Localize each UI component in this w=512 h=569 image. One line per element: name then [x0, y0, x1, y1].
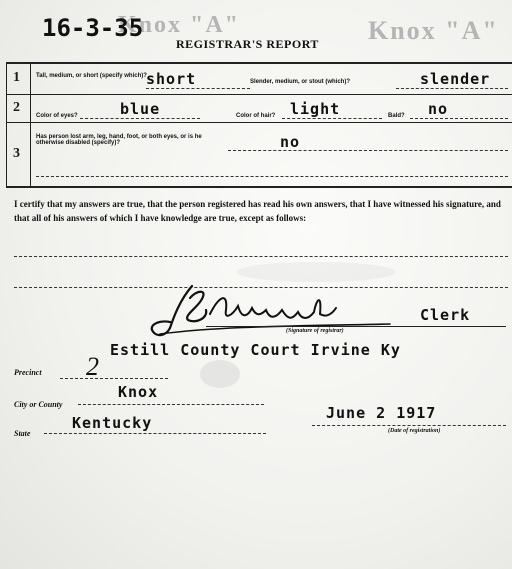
row-3-number: 3: [13, 146, 20, 161]
bleed-through-left: Knox "A": [118, 12, 240, 38]
row-2-answer-c: no: [428, 100, 449, 118]
row-2-divider: [6, 122, 512, 123]
bleed-through-right: Knox "A": [368, 16, 499, 45]
city-county-line: [78, 404, 264, 405]
row-1-question-b: Slender, medium, or stout (which)?: [250, 79, 351, 85]
precinct-label: Precinct: [14, 368, 42, 377]
row-2-question-b: Color of hair?: [236, 113, 276, 119]
table-bottom-border: [6, 186, 512, 188]
registrar-office: Estill County Court Irvine Ky: [110, 341, 401, 359]
registrar-title: Clerk: [420, 306, 471, 324]
row-3-question: Has person lost arm, leg, hand, foot, or both eyes, or is he otherwise disabled (specify)?: [36, 134, 202, 146]
row-2-answer-a-line: [80, 118, 200, 119]
row-1-answer-a-line: [146, 88, 250, 89]
serial-number: 16-3-35: [42, 14, 144, 42]
certification-statement: I certify that my answers are true, that the person registered has read his own answers, that I have witnessed his signature, and that all of his answers of which I have knowledge are true, except as follows:: [14, 199, 501, 223]
table-left-border: [6, 62, 7, 188]
row-2-question-a: Color of eyes?: [36, 113, 78, 119]
paper-smudge-2: [236, 262, 396, 282]
signature-caption: (Signature of registrar): [286, 328, 344, 334]
precinct-value: 2: [86, 352, 99, 381]
row-2-answer-a: blue: [120, 100, 161, 118]
date-caption: (Date of registration): [388, 428, 441, 434]
row-2-answer-c-line: [410, 118, 508, 119]
registration-date: June 2 1917: [326, 404, 437, 422]
state-label: State: [14, 429, 31, 438]
date-line: [312, 425, 506, 426]
row-1-answer-b: slender: [420, 70, 491, 88]
signature-line: [206, 326, 506, 327]
state-value: Kentucky: [72, 414, 153, 432]
row-1-question-a: Tall, medium, or short (specify which)?: [36, 73, 147, 79]
city-county-value: Knox: [118, 383, 159, 401]
state-line: [44, 433, 266, 434]
row-3-answer-line: [228, 150, 508, 151]
city-county-label: City or County: [14, 400, 63, 409]
report-title: REGISTRAR'S REPORT: [176, 37, 319, 51]
row-3-extra-line: [36, 176, 508, 177]
table-top-border: [6, 62, 512, 64]
row-2-answer-b-line: [282, 118, 382, 119]
row-2-answer-b: light: [290, 100, 341, 118]
row-1-number: 1: [13, 70, 20, 85]
row-2-number: 2: [13, 100, 20, 115]
number-column-divider: [30, 62, 31, 188]
exception-line-1: [14, 256, 508, 257]
row-2-question-c: Bald?: [388, 113, 405, 119]
precinct-line: [60, 378, 168, 379]
row-1-answer-b-line: [396, 88, 508, 89]
paper-smudge: [200, 360, 240, 388]
registrar-signature: [140, 280, 430, 340]
row-1-answer-a: short: [146, 70, 197, 88]
row-3-answer: no: [280, 133, 301, 151]
row-1-divider: [6, 94, 512, 95]
